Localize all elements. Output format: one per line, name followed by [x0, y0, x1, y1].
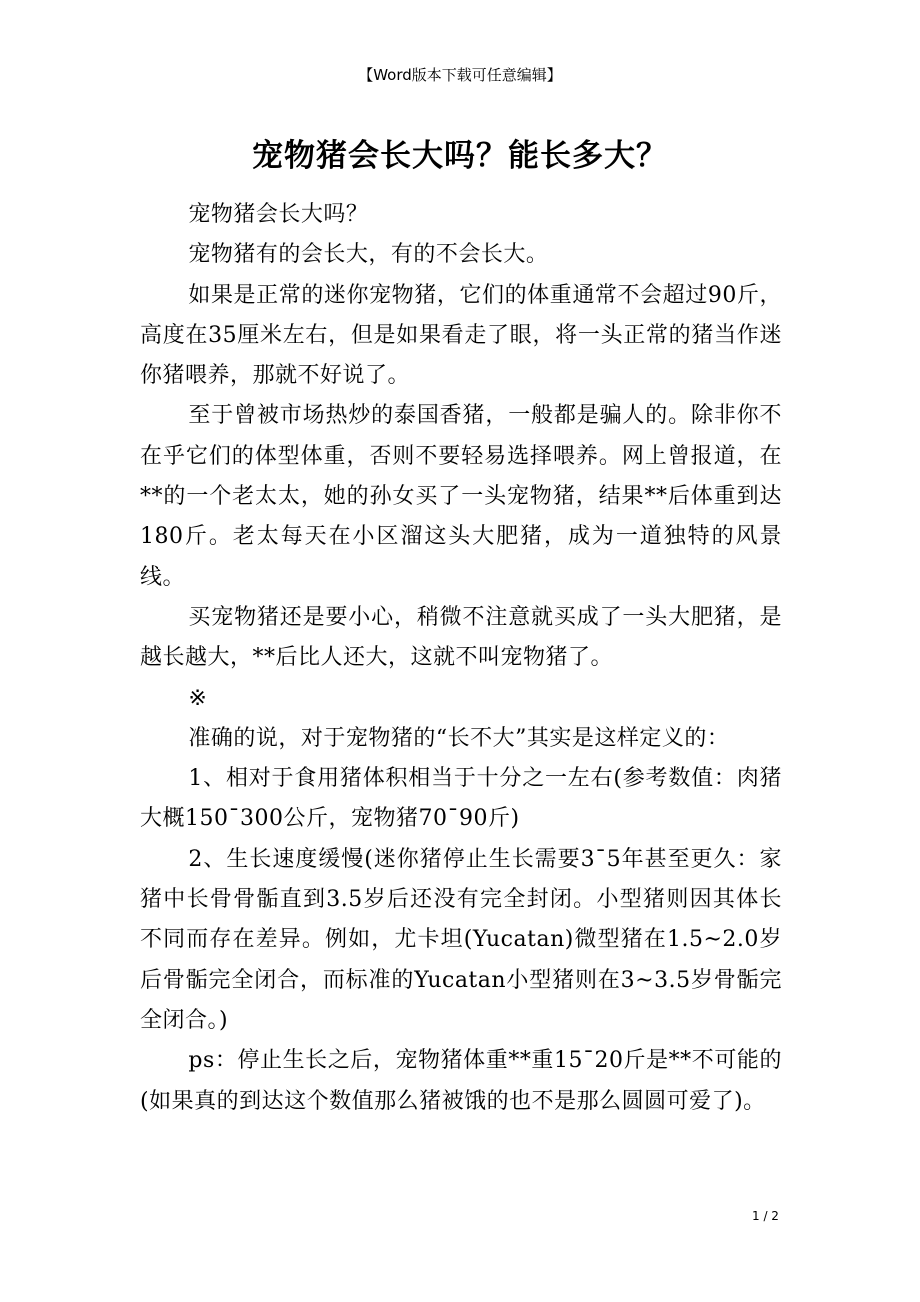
paragraph-separator: ※	[188, 685, 208, 711]
paragraph: 准确的说，对于宠物猪的“长不大”其实是这样定义的：	[188, 725, 730, 751]
paragraph: 2、生长速度缓慢(迷你猪停止生长需要3¯5年甚至更久：家猪中长骨骨骺直到3.5岁后还没有完全封闭。小型猪则因其体长不同而存在差异。例如，尤卡坦(Yucatan)微型猪在1.5~2.0岁后骨骺完全闭合，而标准的Yucatan小型猪则在3~3.5岁骨骺完全闭合。)	[140, 846, 782, 1033]
paragraph: 买宠物猪还是要小心，稍微不注意就买成了一头大肥猪，是越长越大，**后比人还大，这就不叫宠物猪了。	[140, 604, 782, 671]
paragraph: 如果是正常的迷你宠物猪，它们的体重通常不会超过90斤，高度在35厘米左右，但是如果看走了眼，将一头正常的猪当作迷你猪喂养，那就不好说了。	[140, 282, 782, 389]
paragraph: 宠物猪会长大吗？	[188, 202, 369, 227]
paragraph: 1、相对于食用猪体积相当于十分之一左右(参考数值：肉猪大概150¯300公斤，宠物猪70¯90斤)	[140, 766, 782, 832]
paragraph: 宠物猪有的会长大，有的不会长大。	[188, 242, 549, 268]
paragraph: ps：停止生长之后，宠物猪体重**重15¯20斤是**不可能的(如果真的到达这个数值那么猪被饿的也不是那么圆圆可爱了)。	[140, 1048, 782, 1114]
document-title: 宠物猪会长大吗？能长多大？	[252, 138, 668, 174]
document-body	[140, 195, 782, 1122]
page-header: 【Word版本下载可任意编辑】	[358, 66, 562, 84]
paragraph: 至于曾被市场热炒的泰国香猪，一般都是骗人的。除非你不在乎它们的体型体重，否则不要轻易选择喂养。网上曾报道，在**的一个老太太，她的孙女买了一头宠物猪，结果**后体重到达180斤。老太每天在小区溜这头大肥猪，成为一道独特的风景线。	[140, 403, 782, 590]
page-number: 1 / 2	[752, 1209, 779, 1223]
